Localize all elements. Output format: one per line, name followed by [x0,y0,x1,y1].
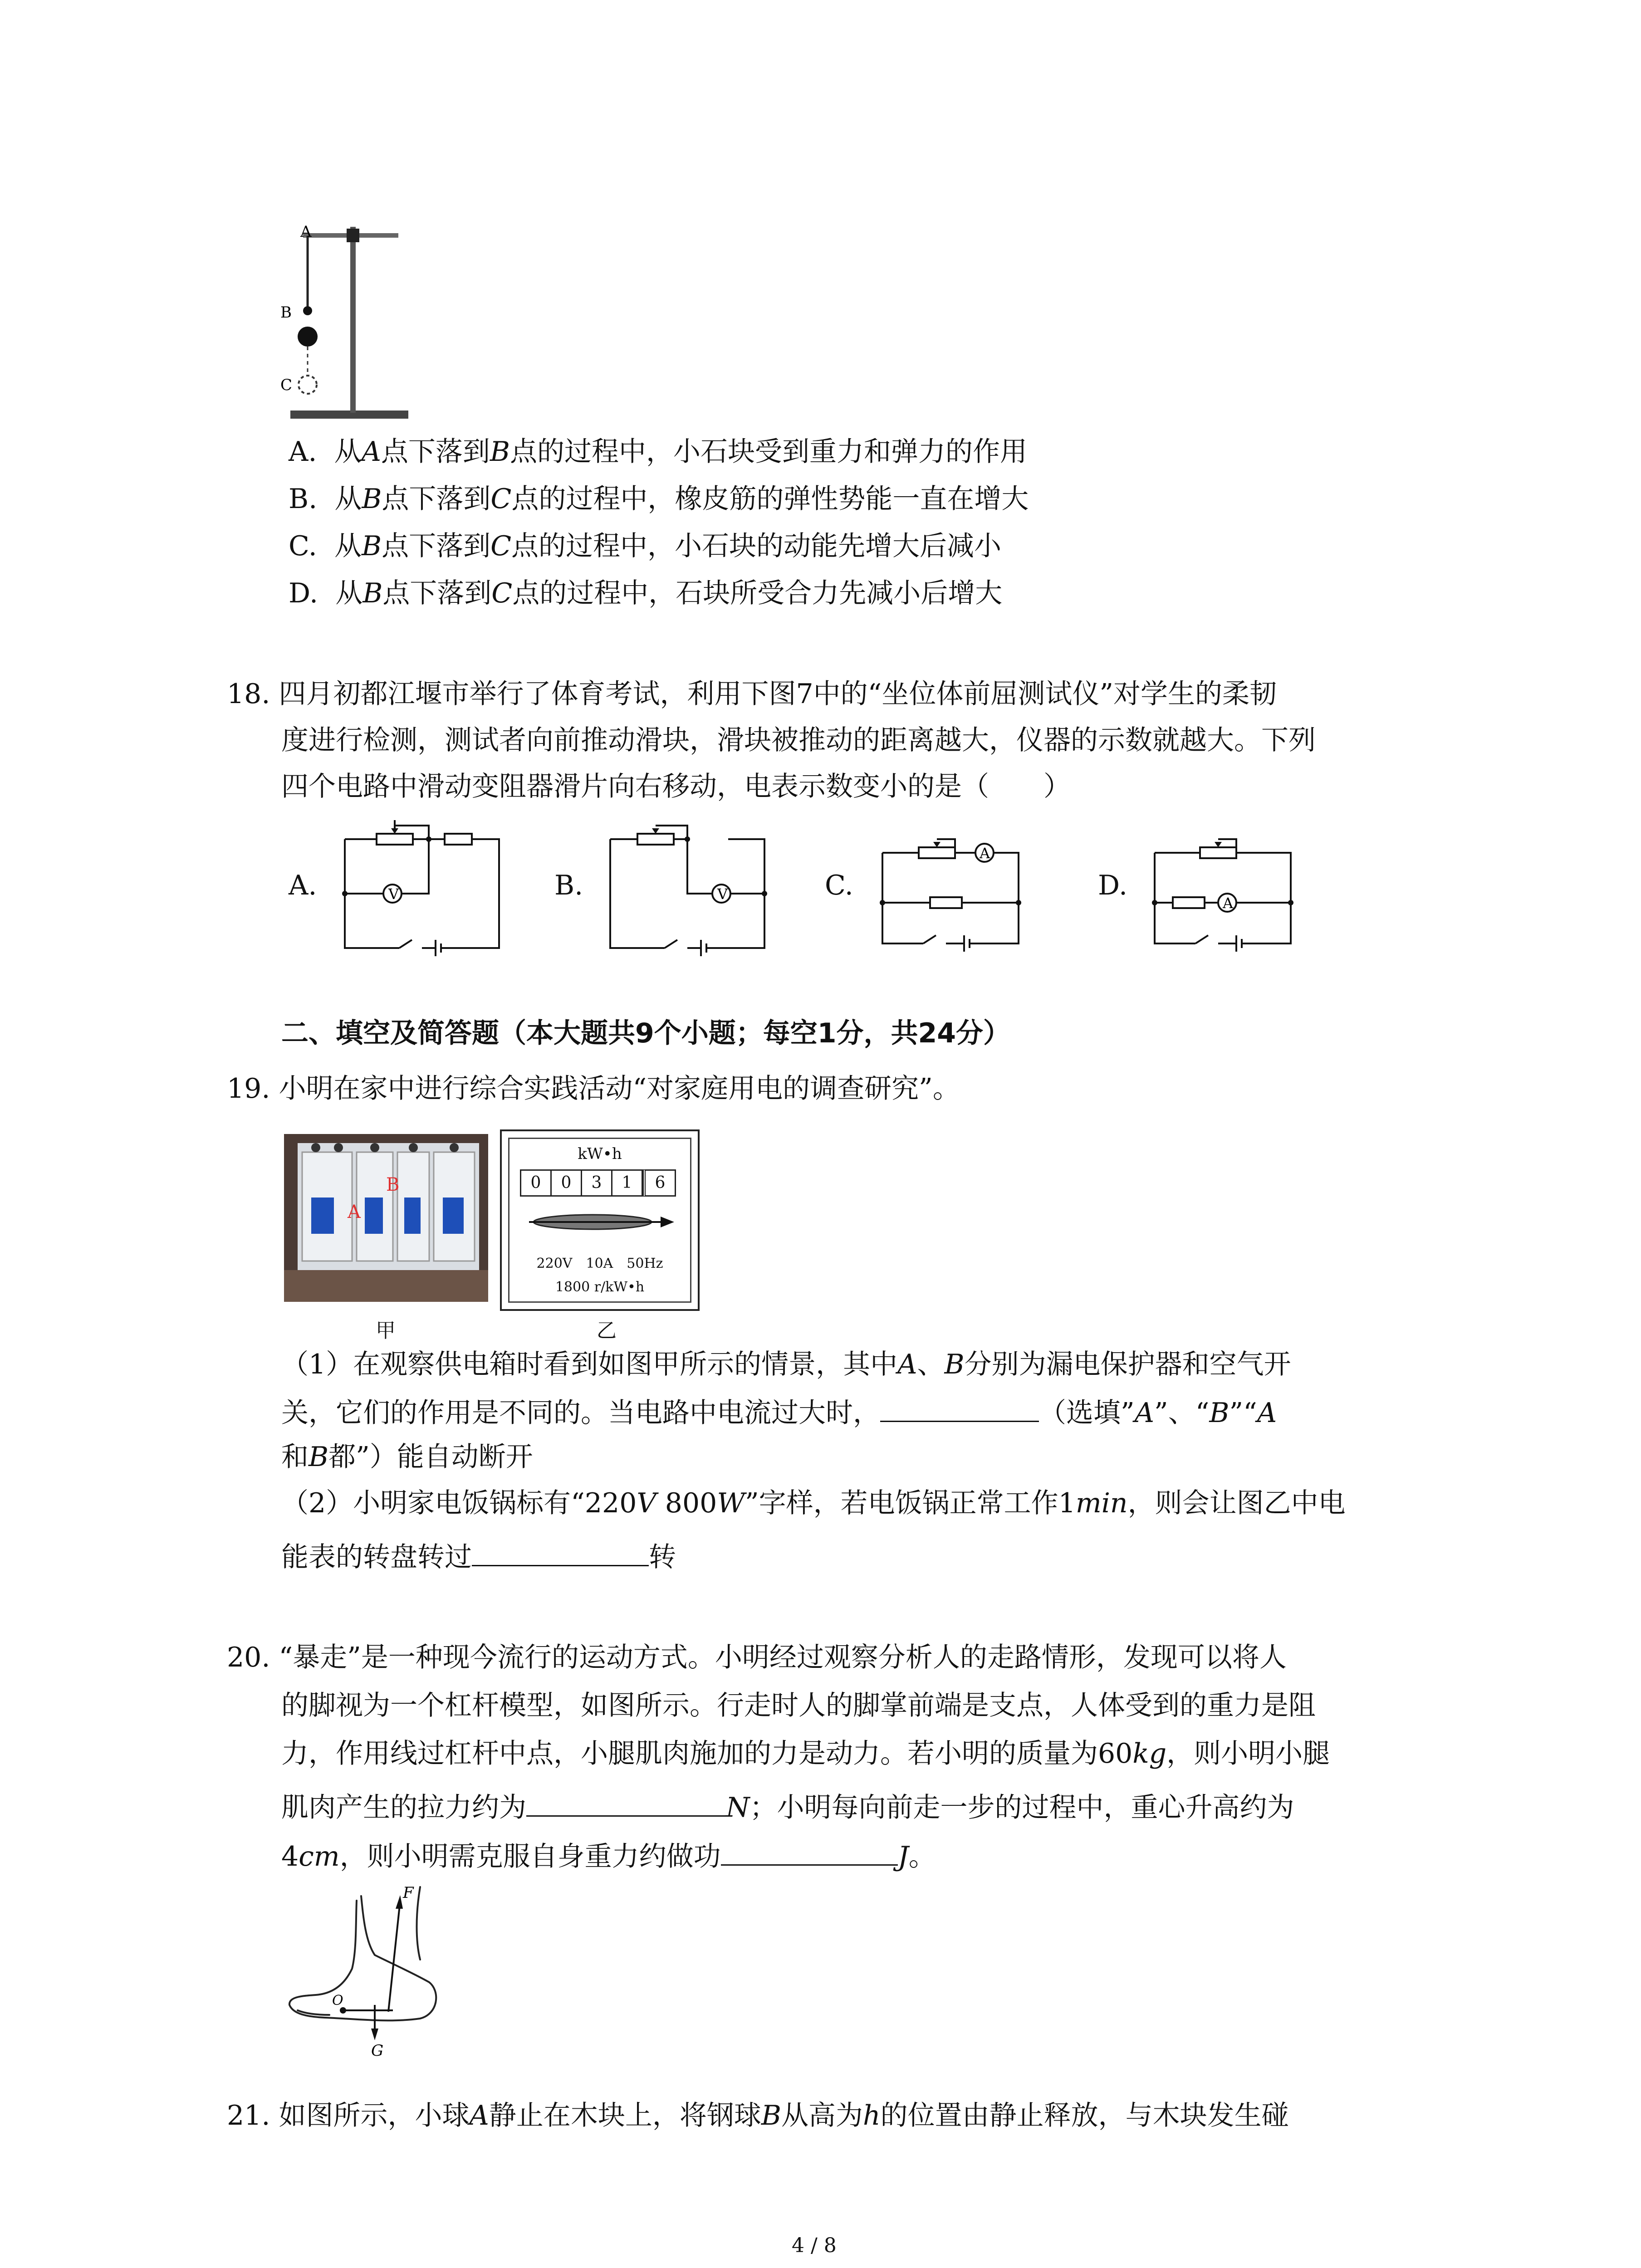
fig-caption-jia: 甲 [376,1319,396,1342]
q19-intro: 19. 小明在家中进行综合实践活动“对家庭用电的调查研究”。 [227,1073,960,1105]
q19-part1-line3: 和B都”）能自动断开 [281,1441,533,1473]
stone-ball [298,327,318,347]
point-b-dot [303,306,312,315]
circuit-c [873,821,1028,953]
q19-part2-line1: （2）小明家电饭锅标有“220V 800W”字样，若电饭锅正常工作1min，则会让图乙中电 [281,1487,1346,1519]
q18-line: 度进行检测，测试者向前推动滑块，滑块被推动的距离越大，仪器的示数就越大。下列 [281,724,1316,756]
meter-digit: 1 [612,1169,643,1197]
q17-option: C. 从B点下落到C点的过程中，小石块的动能先增大后减小 [289,530,1002,562]
foot-outline [289,1896,436,2020]
circuit-label: A. [289,870,317,901]
meter-digit: 0 [520,1169,552,1197]
q20-line: 20. “暴走”是一种现今流行的运动方式。小明经过观察分析人的走路情形，发现可以将人 [227,1642,1287,1673]
circuit-label: D. [1098,870,1128,901]
breaker-label-a: A [348,1202,361,1222]
q19-part2-line2: 能表的转盘转过 转 [281,1537,676,1575]
q19-part1-line2: 关，它们的作用是不同的。当电路中电流过大时， （选填”A”、“B”“A [281,1393,1277,1431]
force-g-arrowhead [371,2028,378,2040]
leg-outline [417,1887,421,1960]
q17-option: B. 从B点下落到C点的过程中，橡皮筋的弹性势能一直在增大 [289,483,1029,515]
q20-line: 力，作用线过杠杆中点，小腿肌肉施加的力是动力。若小明的质量为60kg，则小明小腿 [281,1738,1330,1769]
q20-line: 4cm，则小明需克服自身重力约做功 J。 [281,1836,936,1875]
answer-blank[interactable] [880,1393,1039,1422]
label-b: B [280,303,292,322]
q17-stand-figure [272,218,426,426]
ammeter-symbol: A [1223,894,1234,912]
meter-digit: 3 [582,1169,612,1197]
q20-line: 肌肉产生的拉力约为 N；小明每向前走一步的过程中，重心升高约为 [281,1787,1294,1826]
foot-lever-figure [284,1882,447,2060]
answer-blank[interactable] [472,1537,649,1566]
label-o: O [332,1993,343,2009]
meter-rate: 1800 r/kW•h [555,1279,645,1295]
voltmeter-symbol: V [388,885,399,903]
label-g: G [371,2042,384,2060]
q18-line: 四个电路中滑动变阻器滑片向右移动，电表示数变小的是（ ） [281,771,1071,802]
section-heading: 二、填空及简答题（本大题共9个小题；每空1分，共24分） [281,1017,1010,1049]
circuit-b [601,821,774,957]
fig-caption-yi: 乙 [597,1319,617,1342]
stand-rod [350,227,356,413]
meter-specs: 220V 10A 50Hz [536,1256,663,1271]
q18-line: 18. 四月初都江堰市举行了体育考试，利用下图7中的“坐位体前屈测试仪”对学生的柔韧 [227,678,1277,710]
answer-blank[interactable] [526,1787,726,1817]
circuit-label: B. [554,870,583,901]
q21-line: 21. 如图所示，小球A静止在木块上，将钢球B从高为h的位置由静止释放，与木块发生碰 [227,2100,1289,2131]
label-f: F [403,1884,414,1902]
meter-unit: kW•h [578,1145,622,1163]
breaker-box-photo [284,1134,488,1302]
stand-base [290,411,408,419]
q17-option: A. 从A点下落到B点的过程中，小石块受到重力和弹力的作用 [289,436,1027,468]
meter-digit: 0 [552,1169,582,1197]
voltmeter-symbol: V [717,885,728,903]
q19-part1-line1: （1）在观察供电箱时看到如图甲所示的情景，其中A、B分别为漏电保护器和空气开 [281,1349,1291,1380]
meter-disc-arrow [524,1204,679,1240]
energy-meter [500,1129,700,1311]
circuit-a [336,821,508,957]
circuit-label: C. [825,870,853,901]
label-a: A [300,223,312,241]
label-c: C [280,376,293,394]
force-f-line [388,1905,400,2012]
ammeter-symbol: A [980,845,990,862]
breaker-label-b: B [386,1174,400,1195]
q17-option: D. 从B点下落到C点的过程中，石块所受合力先减小后增大 [289,577,1003,609]
force-f-arrowhead [396,1895,403,1909]
answer-blank[interactable] [721,1836,898,1866]
q20-line: 的脚视为一个杠杆模型，如图所示。行走时人的脚掌前端是支点，人体受到的重力是阻 [281,1690,1316,1721]
meter-digit-last: 6 [643,1169,676,1197]
page-number: 4 / 8 [792,2234,837,2257]
point-c-ghost [299,376,317,394]
meter-digits [520,1169,676,1197]
circuit-d [1146,821,1300,953]
stand-clamp [347,229,359,242]
